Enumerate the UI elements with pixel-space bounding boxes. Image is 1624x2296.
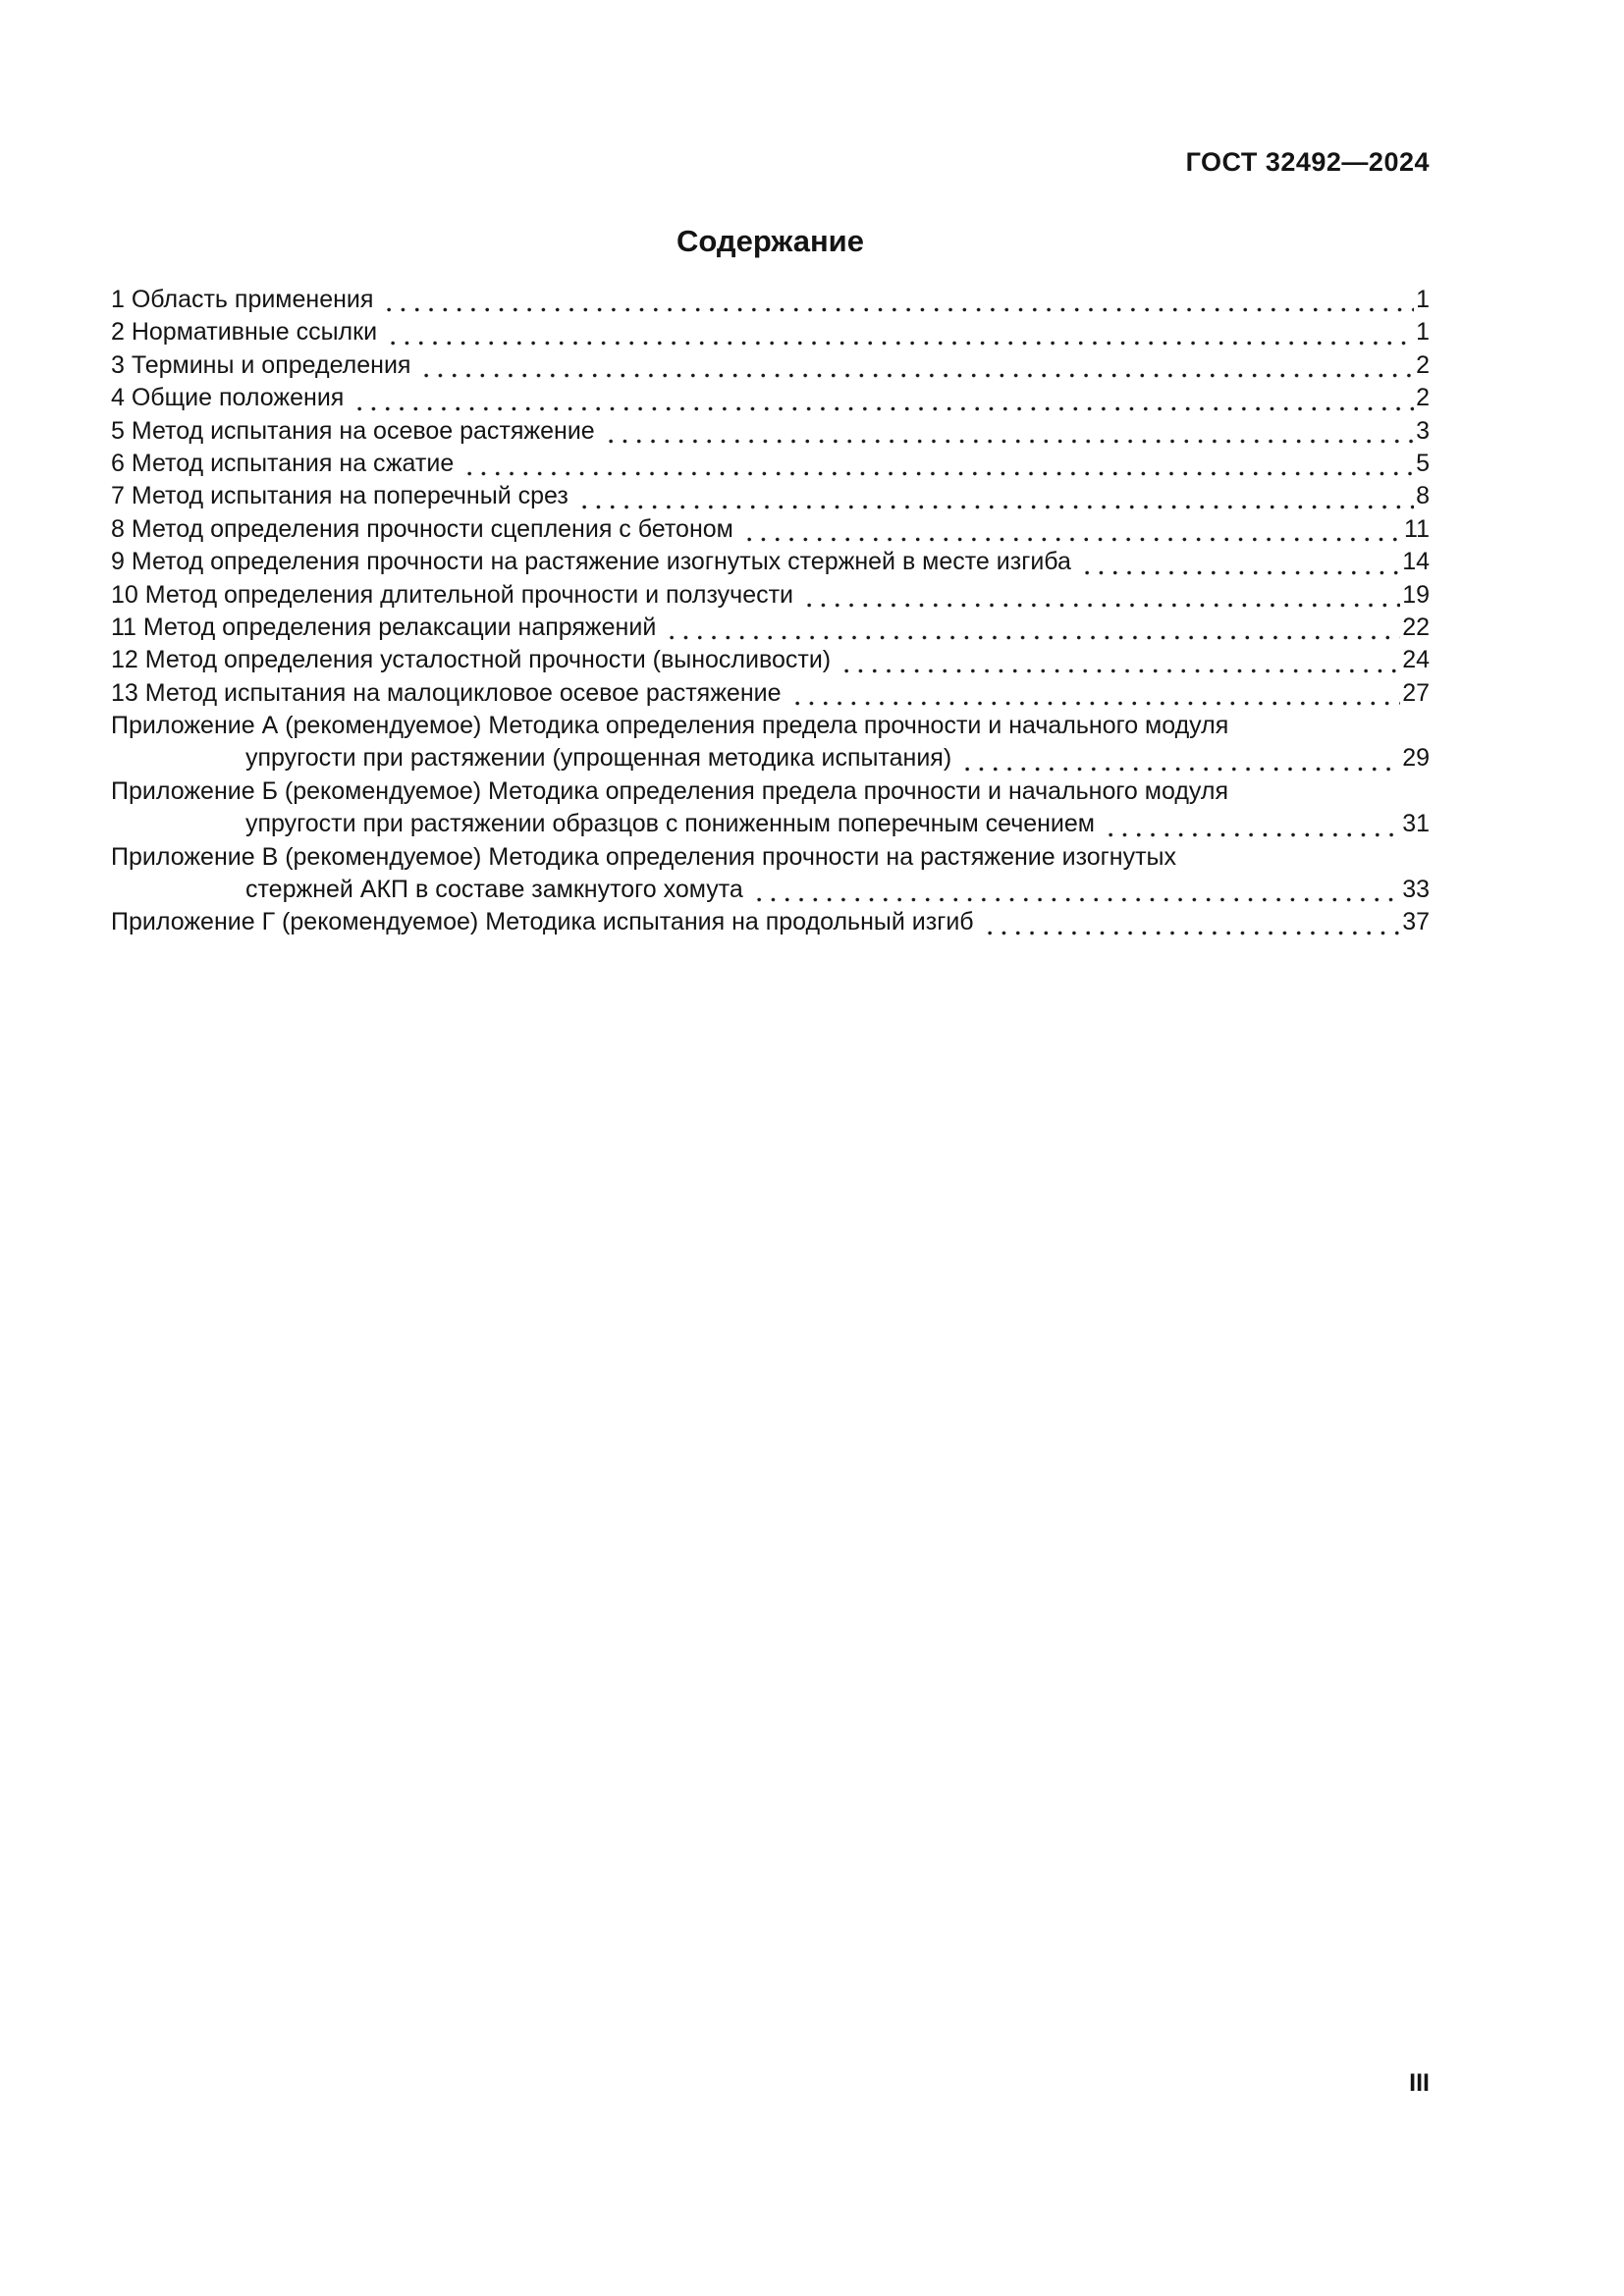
toc-entry-text: упругости при растяжении образцов с пониженным поперечным сечением: [245, 810, 1095, 838]
toc-page-number: 3: [1416, 416, 1430, 445]
toc-dot-leader: [1078, 548, 1400, 580]
toc-page-number: 2: [1416, 384, 1430, 412]
toc-entry-text: 4 Общие положения: [111, 384, 345, 412]
toc-page-number: 1: [1416, 286, 1430, 313]
toc-page-number: 29: [1402, 744, 1430, 773]
toc-row: [111, 712, 1430, 744]
toc-row: [111, 515, 1430, 548]
toc-row: [111, 614, 1430, 646]
toc-entry-text: 6 Метод испытания на сжатие: [111, 449, 455, 477]
page-header: [111, 147, 1430, 178]
table-of-contents: [111, 286, 1430, 941]
toc-entry-text: стержней АКП в составе замкнутого хомута: [245, 876, 743, 904]
toc-dot-leader: [958, 744, 1400, 776]
toc-entry-text: Приложение Г (рекомендуемое) Методика испытания на продольный изгиб: [111, 908, 974, 936]
toc-dot-leader: [380, 286, 1414, 318]
toc-row: [111, 876, 1430, 908]
toc-row: [111, 482, 1430, 514]
toc-dot-leader: [602, 417, 1414, 450]
toc-entry-text: 2 Нормативные ссылки: [111, 318, 378, 347]
toc-entry-text: 11 Метод определения релаксации напряжений: [111, 613, 657, 641]
toc-page-number: 22: [1402, 613, 1430, 641]
toc-row: [111, 417, 1430, 450]
standard-number: ГОСТ 32492—2024: [1185, 147, 1430, 177]
toc-entry-text: 7 Метод испытания на поперечный срез: [111, 482, 568, 510]
toc-page-number: 37: [1402, 908, 1430, 936]
toc-row: [111, 581, 1430, 614]
toc-row: [111, 351, 1430, 384]
toc-row: [111, 646, 1430, 678]
page-footer: [111, 2069, 1430, 2098]
toc-page-number: 1: [1416, 318, 1430, 347]
toc-page-number: 14: [1402, 548, 1430, 576]
toc-entry-text: 10 Метод определения длительной прочности и ползучести: [111, 580, 794, 609]
toc-page-number: 5: [1416, 449, 1430, 477]
toc-page-number: 8: [1416, 482, 1430, 510]
toc-row: [111, 744, 1430, 776]
toc-entry-text: упругости при растяжении (упрощенная методика испытания): [245, 744, 952, 773]
toc-page-number: 33: [1402, 876, 1430, 904]
toc-entry-text: Приложение В (рекомендуемое) Методика определения прочности на растяжение изогнутых: [111, 842, 1177, 871]
toc-row: [111, 384, 1430, 416]
toc-row: [111, 777, 1430, 810]
toc-entry-text: Приложение Б (рекомендуемое) Методика определения предела прочности и начального модуля: [111, 776, 1228, 805]
toc-row: [111, 679, 1430, 712]
toc-entry-text: 3 Термины и определения: [111, 350, 411, 379]
page-number: III: [1409, 2069, 1430, 2097]
page-title: Содержание: [677, 224, 864, 258]
toc-dot-leader: [740, 515, 1402, 548]
toc-page-number: 31: [1402, 810, 1430, 838]
toc-dot-leader: [417, 351, 1414, 384]
toc-entry-text: 5 Метод испытания на осевое растяжение: [111, 416, 595, 445]
toc-dot-leader: [1102, 810, 1400, 842]
toc-dot-leader: [981, 908, 1401, 940]
toc-page-number: 19: [1402, 580, 1430, 609]
toc-page-number: 11: [1404, 514, 1430, 543]
toc-entry-text: 9 Метод определения прочности на растяжение изогнутых стержней в месте изгиба: [111, 548, 1071, 576]
toc-dot-leader: [838, 646, 1400, 678]
toc-dot-leader: [460, 450, 1414, 482]
toc-row: [111, 286, 1430, 318]
toc-page-number: 27: [1402, 678, 1430, 707]
toc-row: [111, 548, 1430, 580]
toc-dot-leader: [750, 876, 1400, 908]
toc-dot-leader: [384, 318, 1414, 350]
toc-row: [111, 908, 1430, 940]
toc-dot-leader: [575, 482, 1414, 514]
toc-dot-leader: [351, 384, 1414, 416]
toc-entry-text: 1 Область применения: [111, 286, 374, 313]
toc-row: [111, 843, 1430, 876]
toc-page-number: 24: [1402, 646, 1430, 674]
toc-entry-text: Приложение А (рекомендуемое) Методика определения предела прочности и начального модуля: [111, 712, 1229, 740]
toc-entry-text: 12 Метод определения усталостной прочности (выносливости): [111, 646, 832, 674]
toc-dot-leader: [788, 679, 1401, 712]
toc-row: [111, 810, 1430, 842]
toc-row: [111, 318, 1430, 350]
toc-page-number: 2: [1416, 350, 1430, 379]
toc-dot-leader: [800, 581, 1400, 614]
toc-entry-text: 13 Метод испытания на малоцикловое осевое растяжение: [111, 678, 782, 707]
toc-row: [111, 450, 1430, 482]
toc-entry-text: 8 Метод определения прочности сцепления с бетоном: [111, 514, 733, 543]
toc-dot-leader: [663, 614, 1400, 646]
